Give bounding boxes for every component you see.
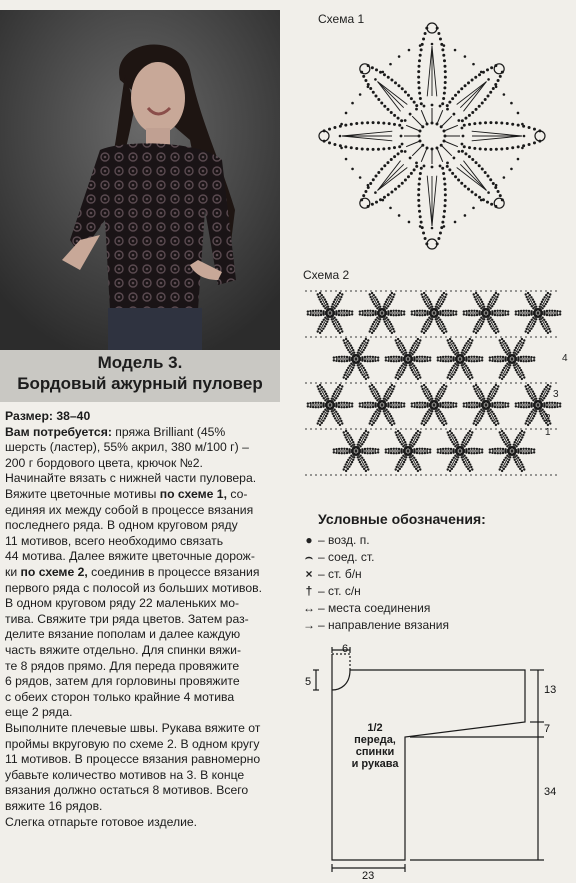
text-line: проймы вкруговую по схеме 2. В одном кругу xyxy=(5,736,260,751)
legend-symbol-icon: ● xyxy=(305,533,313,547)
text-line: тива. Свяжите три ряда цветов. Затем раз- xyxy=(5,611,249,626)
text-line: 200 г бордового цвета, крючок №2. xyxy=(5,455,203,470)
text-line: делите вязание пополам и далее каждую xyxy=(5,627,241,642)
dim-7: 7 xyxy=(544,723,551,735)
legend-title: Условные обозначения: xyxy=(318,511,486,527)
scheme1-label: Схема 1 xyxy=(318,12,365,26)
text-line: Размер: 38–40 xyxy=(5,409,91,423)
text-line: Слегка отпарьте готовое изделие. xyxy=(5,814,198,829)
text-line: с обеих сторон только крайние 4 мотива xyxy=(5,689,235,704)
text-line: первого ряда с полосой из больших мотивов. xyxy=(5,580,263,595)
legend-item: † – ст. с/н xyxy=(300,584,361,598)
scheme1-diagram xyxy=(298,20,566,260)
legend-symbol-icon: † xyxy=(305,584,313,598)
text-line: Вяжите цветочные мотивы по схеме 1, со- xyxy=(5,487,248,501)
legend-symbol-icon: → xyxy=(303,618,315,632)
text-line: В одном круговом ряду 22 маленьких мо- xyxy=(5,596,240,611)
text-line: вязания должно остаться 8 мотивов. Всего xyxy=(5,783,249,798)
text-line: последнего ряда. В одном круговом ряду xyxy=(5,518,238,533)
text-line: часть вяжите отдельно. Для спинки вяжи- xyxy=(5,643,242,657)
text-line: еще 2 ряда. xyxy=(5,705,73,720)
row-number-3: 3 xyxy=(553,389,559,400)
dim-6: 6 xyxy=(342,643,349,655)
pattern-layout xyxy=(300,640,576,883)
scheme2-diagram xyxy=(298,285,568,500)
row-number-4: 4 xyxy=(562,353,568,364)
legend-item: ⌢ – соед. ст. xyxy=(300,550,374,565)
text-line: те 8 рядов прямо. Для переда провяжите xyxy=(5,658,240,673)
text-line: вяжите 16 рядов. xyxy=(5,799,103,813)
legend-item: ↔ – места соединения xyxy=(300,601,430,615)
text-line: убавьте количество мотивов на 3. В конце xyxy=(5,767,245,782)
pattern-note: 1/2 переда, спинки и рукава xyxy=(351,722,399,770)
model-photo xyxy=(0,10,280,350)
text-line: Выполните плечевые швы. Рукава вяжите от xyxy=(5,721,261,735)
legend-symbol-icon: ↔ xyxy=(303,601,315,615)
text-line: единяя их между собой в процессе вязания xyxy=(5,502,254,517)
scheme2-label: Схема 2 xyxy=(303,268,350,282)
legend-item: ● – возд. п. xyxy=(300,533,370,547)
model-number: Модель 3. xyxy=(97,353,183,372)
legend-item: × – ст. б/н xyxy=(300,567,362,581)
dim-23: 23 xyxy=(362,870,375,882)
text-line: Вам потребуется: пряжа Brilliant (45% xyxy=(5,424,226,439)
legend-symbol-icon: ⌢ xyxy=(305,550,313,564)
text-line: 11 мотивов. В процессе вязания равномерно xyxy=(5,752,261,767)
text-line: 44 мотива. Далее вяжите цветочные дорож- xyxy=(5,549,255,564)
photo-caption xyxy=(0,350,280,402)
text-line: ки по схеме 2, соединив в процессе вязания xyxy=(5,565,260,579)
dim-13: 13 xyxy=(544,684,557,696)
row-number-2: 2 xyxy=(545,413,551,424)
dim-5: 5 xyxy=(305,676,312,688)
text-line: 11 мотивов, всего необходимо связать xyxy=(5,533,224,548)
legend-item: → – направление вязания xyxy=(300,618,449,632)
row-number-1: 1 xyxy=(545,427,551,438)
legend-symbol-icon: × xyxy=(305,567,313,581)
text-line: Начинайте вязать с нижней части пуловера. xyxy=(5,471,257,486)
text-line: шерсть (ластер), 55% акрил, 380 м/100 г) – xyxy=(5,440,249,455)
model-title: Бордовый ажурный пуловер xyxy=(17,374,263,393)
dim-34: 34 xyxy=(544,786,557,798)
text-line: 6 рядов, затем для горловины провяжите xyxy=(5,674,240,689)
